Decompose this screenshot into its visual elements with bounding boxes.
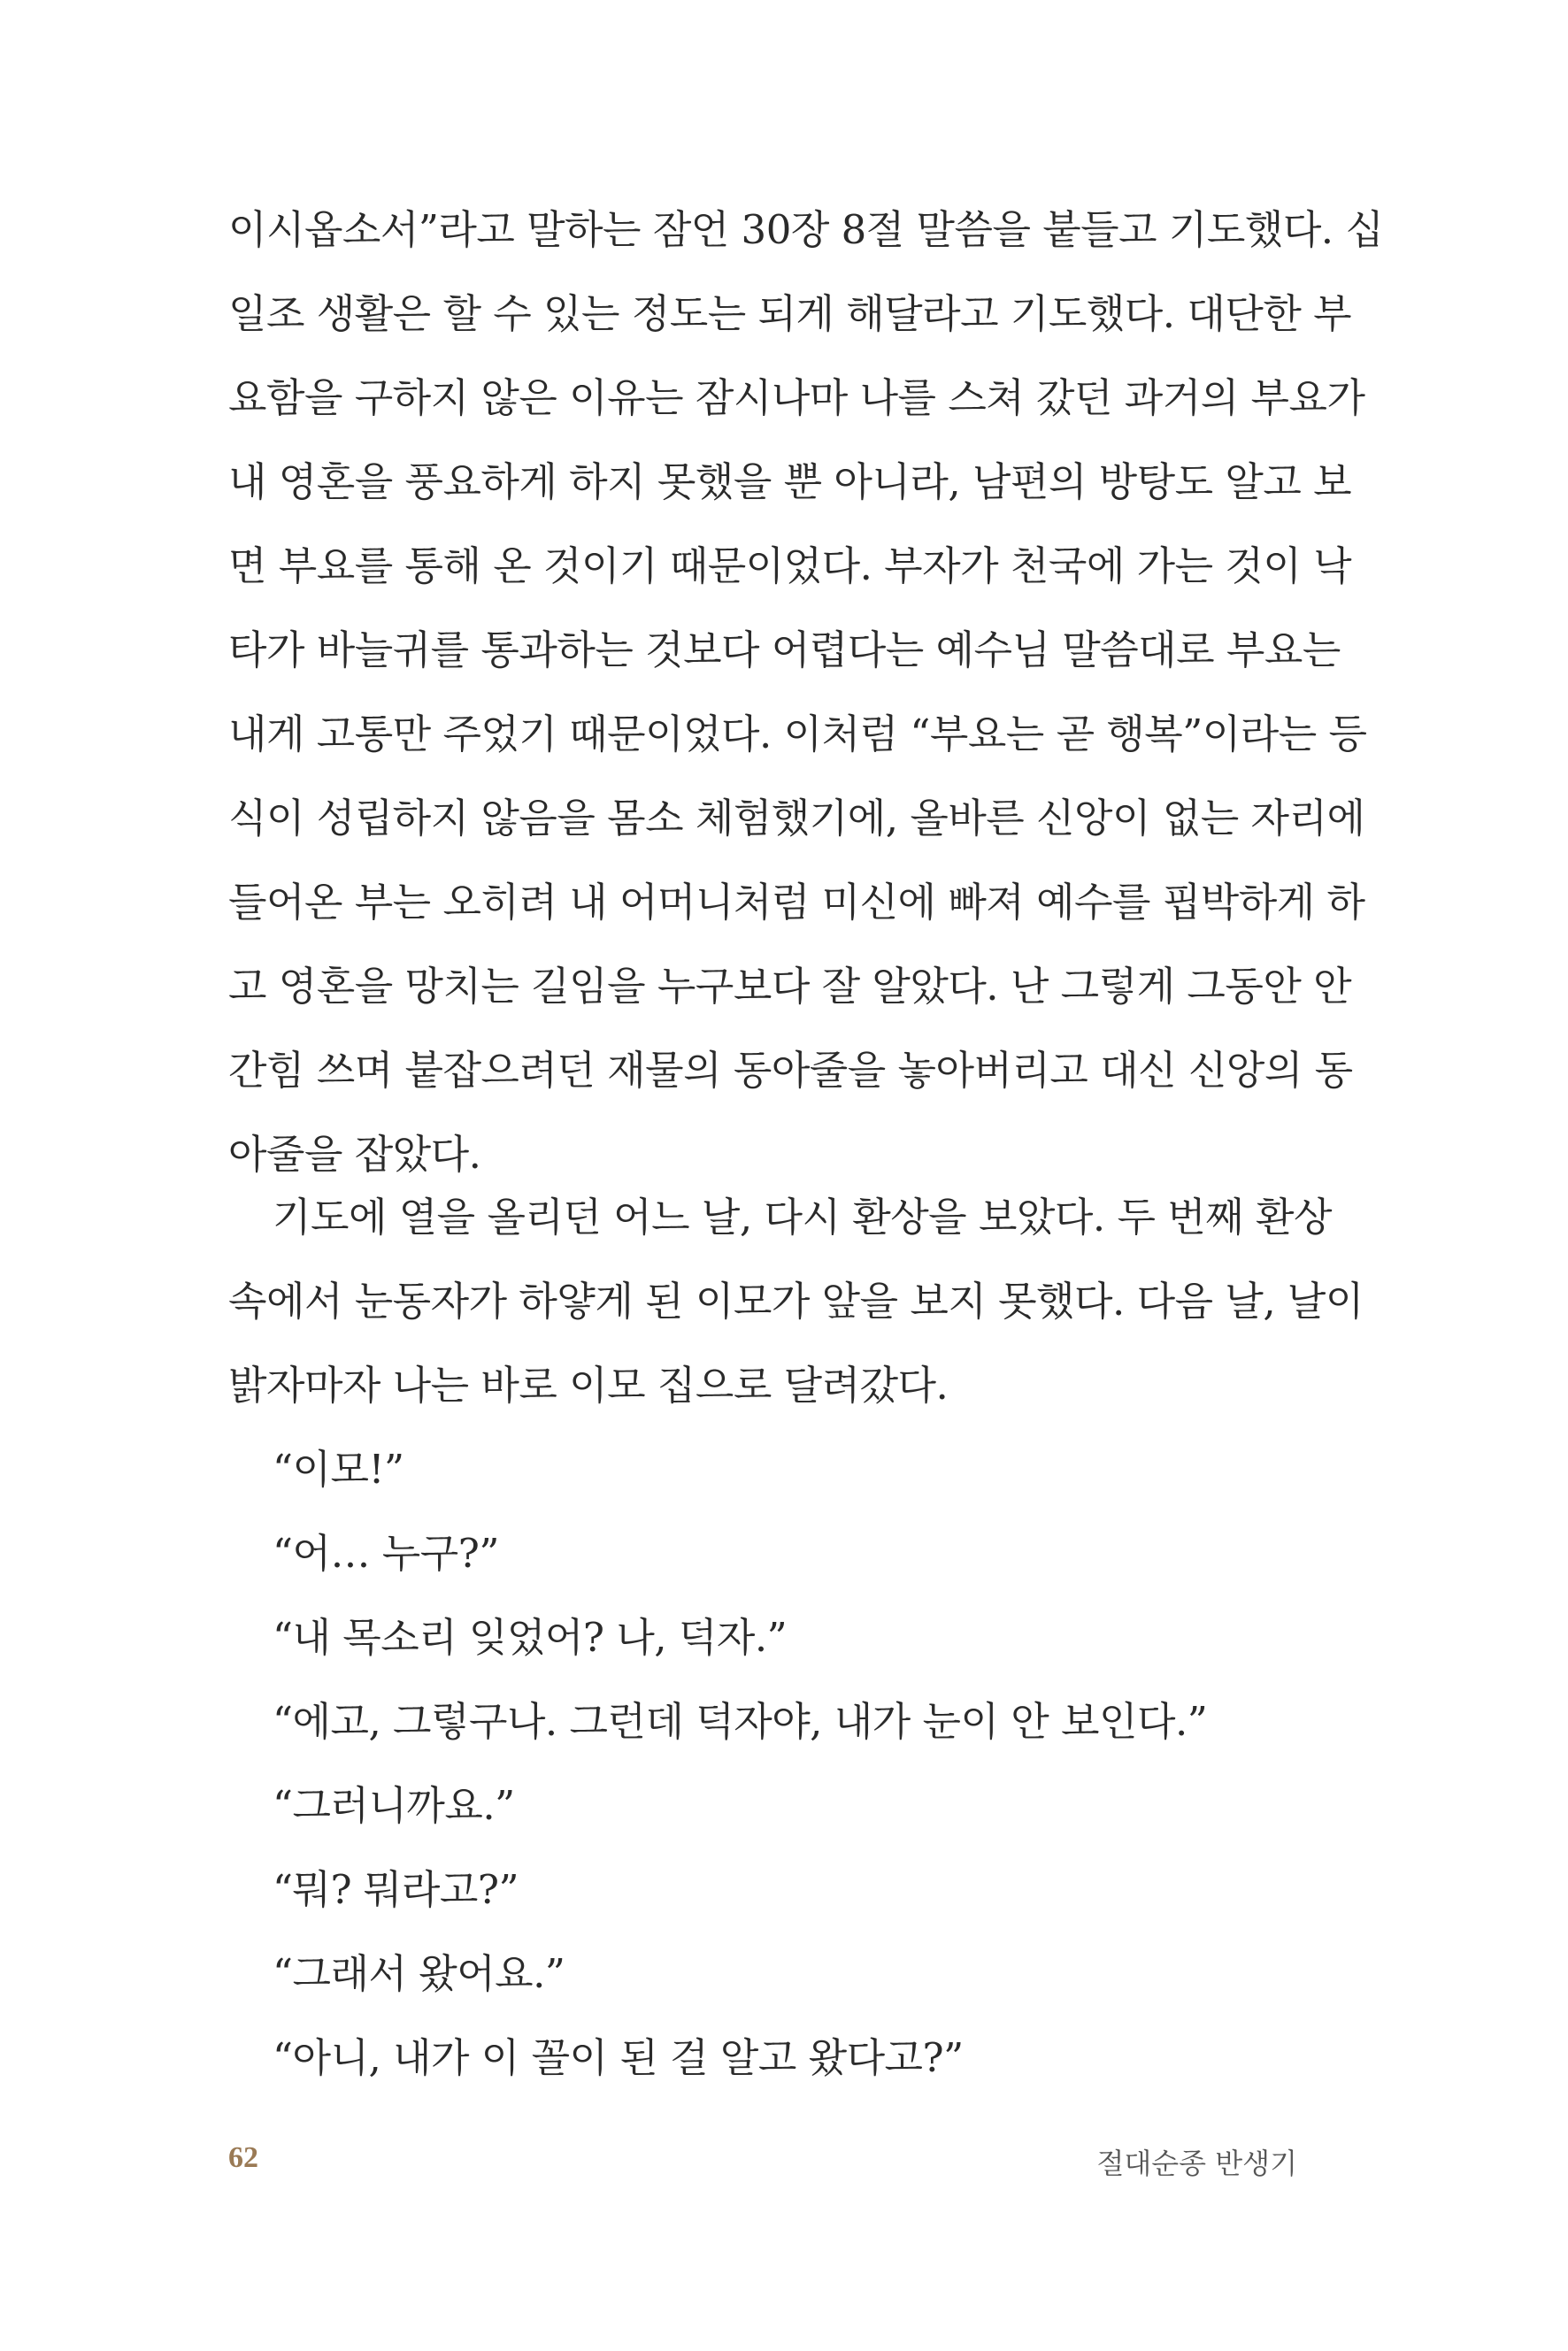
text-line: 밝자마자 나는 바로 이모 집으로 달려갔다. [228, 1362, 949, 1409]
text-line: 타가 바늘귀를 통과하는 것보다 어렵다는 예수님 말씀대로 부요는 [228, 626, 1341, 673]
text-line: 들어온 부는 오히려 내 어머니처럼 미신에 빠져 예수를 핍박하게 하 [228, 879, 1365, 926]
page-number: 62 [228, 2141, 258, 2174]
dialogue-line: “내 목소리 잊었어? 나, 덕자.” [273, 1614, 788, 1661]
text-line: 일조 생활은 할 수 있는 정도는 되게 해달라고 기도했다. 대단한 부 [228, 290, 1352, 337]
text-line: 식이 성립하지 않음을 몸소 체험했기에, 올바른 신앙이 없는 자리에 [228, 795, 1365, 841]
text-line: 면 부요를 통해 온 것이기 때문이었다. 부자가 천국에 가는 것이 낙 [228, 542, 1352, 589]
dialogue-line: “뭐? 뭐라고?” [273, 1866, 519, 1913]
dialogue-line: “어… 누구?” [273, 1530, 499, 1577]
dialogue-line: “아니, 내가 이 꼴이 된 걸 알고 왔다고?” [273, 2034, 964, 2081]
text-line: 요함을 구하지 않은 이유는 잠시나마 나를 스쳐 갔던 과거의 부요가 [228, 374, 1365, 421]
text-line: 내 영혼을 풍요하게 하지 못했을 뿐 아니라, 남편의 방탕도 알고 보 [228, 458, 1352, 505]
text-line: 속에서 눈동자가 하얗게 된 이모가 앞을 보지 못했다. 다음 날, 날이 [228, 1278, 1364, 1325]
text-line: 간힘 쓰며 붙잡으려던 재물의 동아줄을 놓아버리고 대신 신앙의 동 [228, 1047, 1353, 1094]
text-line: 내게 고통만 주었기 때문이었다. 이처럼 “부요는 곧 행복”이라는 등 [228, 711, 1367, 757]
dialogue-line: “에고, 그렇구나. 그런데 덕자야, 내가 눈이 안 보인다.” [273, 1698, 1208, 1745]
text-line: 이시옵소서”라고 말하는 잠언 30장 8절 말씀을 붙들고 기도했다. 십 [228, 206, 1384, 253]
paragraph-2 [228, 1175, 1364, 2100]
text-line: 고 영혼을 망치는 길임을 누구보다 잘 알았다. 난 그렇게 그동안 안 [228, 963, 1352, 1010]
paragraph-1 [228, 188, 1384, 1196]
text-line: 기도에 열을 올리던 어느 날, 다시 환상을 보았다. 두 번째 환상 [273, 1194, 1332, 1241]
dialogue-line: “그래서 왔어요.” [273, 1950, 565, 1997]
dialogue-line: “그러니까요.” [273, 1782, 515, 1829]
running-footer-title: 절대순종 반생기 [1096, 2147, 1297, 2180]
dialogue-line: “이모!” [273, 1446, 404, 1493]
text-line: 아줄을 잡았다. [228, 1131, 481, 1178]
